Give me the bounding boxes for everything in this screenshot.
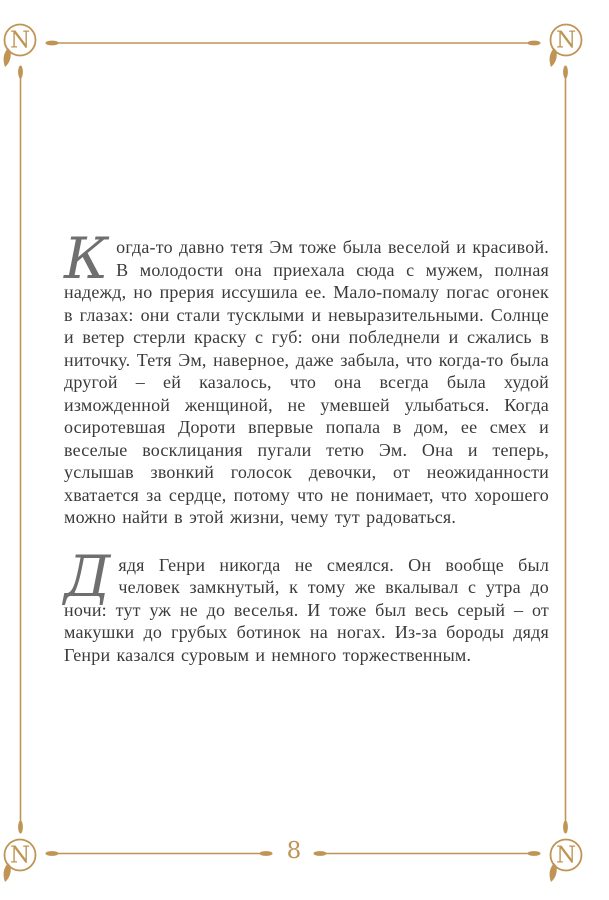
dropcap-initial: К xyxy=(64,226,109,292)
body-text xyxy=(64,226,549,666)
svg-text:N: N xyxy=(555,27,577,54)
page-number: 8 xyxy=(286,838,302,864)
publisher-monogram-icon xyxy=(550,25,582,68)
paragraph xyxy=(64,543,549,667)
paragraph xyxy=(64,226,549,529)
publisher-monogram-icon xyxy=(4,840,36,883)
border-rule-left xyxy=(18,66,23,834)
publisher-monogram-icon xyxy=(4,25,36,68)
border-rule-bottom-left xyxy=(46,851,273,856)
publisher-monogram-icon xyxy=(550,840,582,883)
svg-text:N: N xyxy=(555,842,577,869)
svg-text:N: N xyxy=(9,842,31,869)
border-rule-bottom-right xyxy=(314,851,541,856)
border-rule-top xyxy=(46,41,541,46)
border-rule-right xyxy=(563,66,568,834)
paragraph-text: ядя Генри никогда не смеялся. Он вообще был человек замкнутый, к тому же вкалывал с утра до ночи: тут уж не до веселья. И тоже был весь серый – от макушки до грубых ботинок на ногах. Из-за бороды дядя Генри казался суровым и немного торжественным. xyxy=(64,554,549,665)
svg-text:N: N xyxy=(9,27,31,54)
dropcap-initial: Д xyxy=(64,543,111,610)
paragraph-text: огда-то давно тетя Эм тоже была веселой и красивой. В молодости она приехала сюда с мужем, полная надежд, но прерия иссушила ее. Мало-помалу погас огонек в глазах: они стали тусклыми и невыразительными. Солнце и ветер стерли краску с губ: они побледнели и сжались в ниточку. Тетя Эм, наверное, даже забыла, что когда-то была другой – ей казалось, что она всегда была худой изможденной женщиной, не умевшей улыбаться. Когда осиротевшая Дороти впервые попала в дом, ее смех и веселые восклицания пугали тетю Эм. Она и теперь, услышав звонкий голосок девочки, от неожиданности хватается за сердце, потому что не понимает, что хорошего можно найти в этой жизни, чему тут радоваться. xyxy=(64,237,549,527)
